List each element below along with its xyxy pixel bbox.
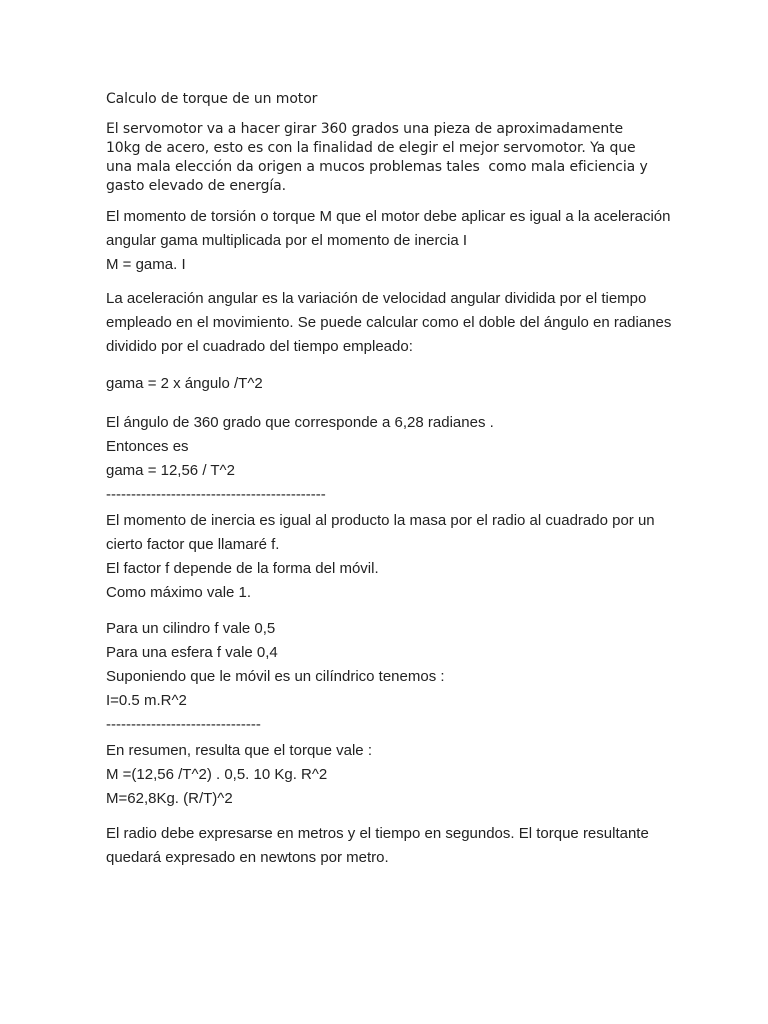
inertia-line: El factor f depende de la forma del móvil. [106,560,379,577]
angle-line: Entonces es [106,438,189,455]
inertia-line: Como máximo vale 1. [106,584,252,601]
document-title: Calculo de torque de un motor [106,91,318,107]
summary-line: En resumen, resulta que el torque vale : [106,742,372,759]
inertia-formula: I=0.5 m.R^2 [106,692,187,709]
separator-line: -------------------------------------------- [106,486,326,503]
acceleration-line: dividido por el cuadrado del tiempo empleado: [106,338,413,355]
intro-paragraph [106,120,666,196]
conclusion-paragraph [106,822,666,870]
gama-formula: gama = 2 x ángulo /T^2 [106,375,263,392]
summary-formula: M=62,8Kg. (R/T)^2 [106,790,233,807]
intro-line: 10kg de acero, esto es con la finalidad de elegir el mejor servomotor. Ya que [106,140,636,156]
acceleration-line: La aceleración angular es la variación de velocidad angular dividida por el tiempo [106,290,647,307]
intro-line: una mala elección da origen a mucos problemas tales como mala eficiencia y [106,159,648,175]
acceleration-line: empleado en el movimiento. Se puede calcular como el doble del ángulo en radianes [106,314,672,331]
torque-paragraph [106,205,671,277]
inertia-line: cierto factor que llamaré f. [106,536,280,553]
intro-line: gasto elevado de energía. [106,178,287,194]
torque-line: El momento de torsión o torque M que el motor debe aplicar es igual a la aceleración [106,208,671,225]
factor-line: Para un cilindro f vale 0,5 [106,620,276,637]
summary-paragraph [106,739,666,811]
document-page [106,88,672,870]
angle-formula: gama = 12,56 / T^2 [106,462,235,479]
inertia-line: El momento de inercia es igual al producto la masa por el radio al cuadrado por un [106,512,655,529]
angle-line: El ángulo de 360 grado que corresponde a 6,28 radianes . [106,414,494,431]
factor-line: Para una esfera f vale 0,4 [106,644,278,661]
factor-line: Suponiendo que le móvil es un cilíndrico tenemos : [106,668,445,685]
conclusion-line: El radio debe expresarse en metros y el tiempo en segundos. El torque resultante [106,825,649,842]
factor-paragraph [106,617,666,737]
acceleration-paragraph [106,287,672,359]
summary-formula: M =(12,56 /T^2) . 0,5. 10 Kg. R^2 [106,766,328,783]
inertia-paragraph [106,509,666,605]
separator-line: ------------------------------- [106,716,261,733]
intro-line: El servomotor va a hacer girar 360 grados una pieza de aproximadamente [106,121,624,137]
torque-line: angular gama multiplicada por el momento de inercia I [106,232,468,249]
conclusion-line: quedará expresado en newtons por metro. [106,849,389,866]
angle-paragraph [106,411,666,507]
torque-formula: M = gama. I [106,256,186,273]
